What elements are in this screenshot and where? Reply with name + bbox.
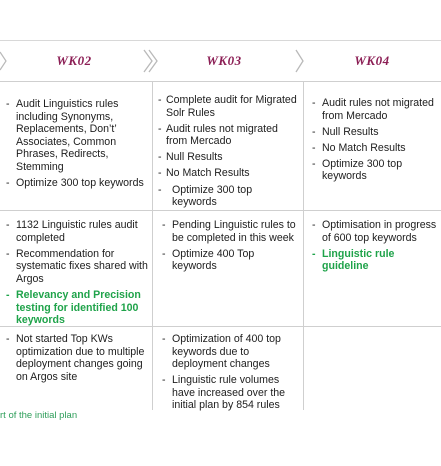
header-wk02: WK02 bbox=[56, 53, 92, 68]
list-row1-wk03 bbox=[158, 94, 298, 209]
list-item: - Complete audit for Migrated Solr Rules bbox=[158, 94, 298, 119]
list-row2-wk02 bbox=[2, 219, 148, 327]
list-item: - Audit rules not migrated from Mercado bbox=[308, 97, 439, 122]
list-item: - Optimize 300 top keywords bbox=[2, 177, 148, 190]
list-item: - Audit rules not migrated from Mercado bbox=[158, 123, 298, 148]
list-row3-wk03 bbox=[158, 333, 300, 412]
list-item: - Pending Linguistic rules to be completed in this week bbox=[158, 219, 300, 244]
cell-row3-wk02 bbox=[2, 333, 148, 387]
cell-row2-wk04 bbox=[308, 219, 439, 276]
list-item: - Not started Top KWs optimization due to multiple deployment changes going on Argos site bbox=[2, 333, 148, 383]
list-row1-wk04 bbox=[308, 97, 439, 183]
list-row2-wk03 bbox=[158, 219, 300, 273]
list-item: - Optimize 300 top keywords bbox=[158, 184, 298, 209]
cell-row3-wk03 bbox=[158, 333, 300, 416]
list-item-highlight: - Linguistic rule guideline bbox=[308, 248, 439, 273]
list-item: - Optimisation in progress of 600 top keywords bbox=[308, 219, 439, 244]
list-item: - 1132 Linguistic rules audit completed bbox=[2, 219, 148, 244]
list-item: - Recommendation for systematic fixes shared with Argos bbox=[2, 248, 148, 286]
cell-row1-wk04 bbox=[308, 97, 439, 187]
header-wk04: WK04 bbox=[354, 53, 390, 68]
header-wk03: WK03 bbox=[206, 53, 242, 68]
list-row1-wk02 bbox=[2, 98, 148, 190]
list-item: - Null Results bbox=[308, 126, 439, 139]
list-item: - Optimization of 400 top keywords due to deployment changes bbox=[158, 333, 300, 371]
list-item: - Optimize 300 top keywords bbox=[308, 158, 439, 183]
cell-row1-wk02 bbox=[2, 98, 148, 193]
list-item: - No Match Results bbox=[308, 142, 439, 155]
list-item: - Audit Linguistics rules including Synonyms, Replacements, Don’t’ Associates, Common Phrases, Redirects, Stemming bbox=[2, 98, 148, 174]
list-item-highlight: - Relevancy and Precision testing for identified 100 keywords bbox=[2, 289, 148, 327]
list-item: - No Match Results bbox=[158, 167, 298, 180]
list-item: - Linguistic rule volumes have increased over the initial plan by 854 rules bbox=[158, 374, 300, 412]
list-item: - Null Results bbox=[158, 151, 298, 164]
footnote: rt of the initial plan bbox=[0, 410, 78, 421]
list-row3-wk02 bbox=[2, 333, 148, 383]
cell-row2-wk02 bbox=[2, 219, 148, 330]
list-row2-wk04 bbox=[308, 219, 439, 273]
cell-row2-wk03 bbox=[158, 219, 300, 276]
list-item: - Optimize 400 Top keywords bbox=[158, 248, 300, 273]
cell-row1-wk03 bbox=[158, 94, 298, 212]
